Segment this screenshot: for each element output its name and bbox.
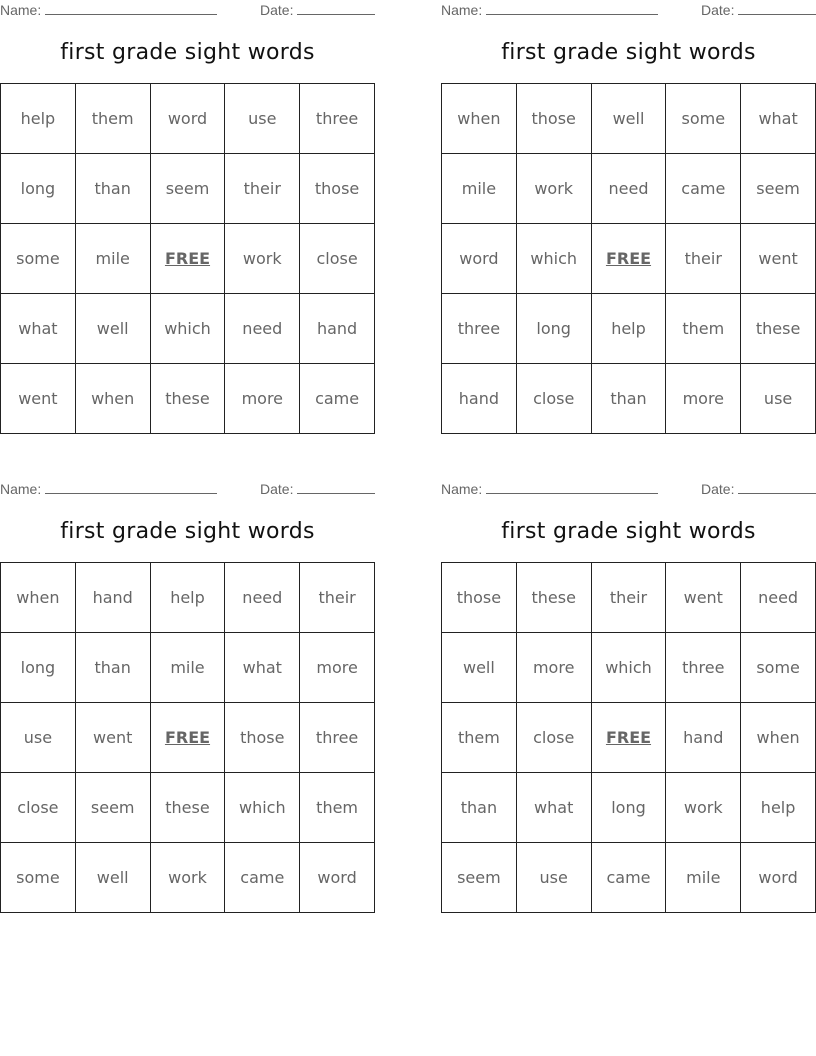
bingo-grid	[441, 562, 816, 913]
bingo-row	[1, 563, 375, 633]
card-title: first grade sight words	[60, 40, 315, 65]
word-cell: those	[300, 154, 375, 224]
word-cell: mile	[75, 224, 150, 294]
word-cell: them	[666, 294, 741, 364]
word-cell: these	[150, 364, 225, 434]
word-cell: their	[666, 224, 741, 294]
word-cell: work	[150, 843, 225, 913]
bingo-card	[441, 0, 816, 435]
word-cell: what	[225, 633, 300, 703]
word-cell: well	[75, 294, 150, 364]
word-cell: three	[666, 633, 741, 703]
name-field	[441, 2, 658, 18]
word-cell: seem	[442, 843, 517, 913]
word-cell: when	[442, 84, 517, 154]
card-title: first grade sight words	[501, 519, 756, 544]
word-cell: which	[516, 224, 591, 294]
card-header	[441, 2, 816, 20]
free-space-cell: FREE	[150, 224, 225, 294]
word-cell: came	[666, 154, 741, 224]
word-cell: which	[591, 633, 666, 703]
word-cell: use	[1, 703, 76, 773]
bingo-row	[442, 843, 816, 913]
word-cell: help	[741, 773, 816, 843]
word-cell: went	[741, 224, 816, 294]
word-cell: some	[1, 224, 76, 294]
word-cell: close	[1, 773, 76, 843]
word-cell: went	[75, 703, 150, 773]
bingo-row	[1, 294, 375, 364]
date-blank-line	[738, 2, 816, 15]
bingo-row	[1, 84, 375, 154]
date-blank-line	[738, 481, 816, 494]
word-cell: went	[666, 563, 741, 633]
card-header	[441, 481, 816, 499]
word-cell: long	[1, 633, 76, 703]
bingo-grid	[0, 83, 375, 434]
date-label: Date:	[260, 481, 294, 497]
word-cell: their	[300, 563, 375, 633]
word-cell: their	[225, 154, 300, 224]
word-cell: seem	[75, 773, 150, 843]
word-cell: long	[516, 294, 591, 364]
bingo-row	[1, 773, 375, 843]
date-label: Date:	[260, 2, 294, 18]
word-cell: well	[442, 633, 517, 703]
word-cell: close	[516, 703, 591, 773]
word-cell: mile	[442, 154, 517, 224]
word-cell: seem	[741, 154, 816, 224]
name-blank-line	[45, 481, 217, 494]
bingo-row	[442, 703, 816, 773]
bingo-card	[0, 0, 375, 435]
bingo-grid	[0, 562, 375, 913]
word-cell: word	[300, 843, 375, 913]
word-cell: their	[591, 563, 666, 633]
word-cell: three	[442, 294, 517, 364]
word-cell: which	[225, 773, 300, 843]
word-cell: three	[300, 84, 375, 154]
word-cell: when	[1, 563, 76, 633]
word-cell: hand	[442, 364, 517, 434]
word-cell: well	[75, 843, 150, 913]
free-space-cell: FREE	[591, 703, 666, 773]
word-cell: them	[300, 773, 375, 843]
word-cell: those	[442, 563, 517, 633]
word-cell: help	[150, 563, 225, 633]
name-blank-line	[486, 481, 658, 494]
word-cell: need	[591, 154, 666, 224]
date-blank-line	[297, 481, 375, 494]
word-cell: went	[1, 364, 76, 434]
word-cell: need	[741, 563, 816, 633]
word-cell: close	[516, 364, 591, 434]
date-label: Date:	[701, 2, 735, 18]
word-cell: hand	[666, 703, 741, 773]
word-cell: help	[1, 84, 76, 154]
word-cell: work	[225, 224, 300, 294]
bingo-row	[442, 224, 816, 294]
bingo-row	[442, 633, 816, 703]
free-space-cell: FREE	[150, 703, 225, 773]
word-cell: word	[741, 843, 816, 913]
word-cell: these	[516, 563, 591, 633]
word-cell: work	[666, 773, 741, 843]
word-cell: mile	[150, 633, 225, 703]
bingo-row	[1, 633, 375, 703]
word-cell: those	[225, 703, 300, 773]
bingo-row	[442, 773, 816, 843]
word-cell: need	[225, 563, 300, 633]
word-cell: some	[1, 843, 76, 913]
word-cell: more	[516, 633, 591, 703]
bingo-grid	[441, 83, 816, 434]
word-cell: help	[591, 294, 666, 364]
word-cell: them	[442, 703, 517, 773]
word-cell: than	[75, 633, 150, 703]
name-label: Name:	[0, 481, 42, 497]
bingo-card	[0, 479, 375, 914]
word-cell: than	[591, 364, 666, 434]
date-label: Date:	[701, 481, 735, 497]
name-field	[0, 2, 217, 18]
word-cell: when	[75, 364, 150, 434]
name-label: Name:	[441, 2, 483, 18]
word-cell: what	[741, 84, 816, 154]
bingo-row	[1, 843, 375, 913]
word-cell: use	[516, 843, 591, 913]
word-cell: what	[516, 773, 591, 843]
card-header	[0, 481, 375, 499]
bingo-row	[1, 154, 375, 224]
bingo-row	[1, 703, 375, 773]
word-cell: these	[741, 294, 816, 364]
word-cell: work	[516, 154, 591, 224]
word-cell: seem	[150, 154, 225, 224]
name-label: Name:	[441, 481, 483, 497]
name-label: Name:	[0, 2, 42, 18]
word-cell: close	[300, 224, 375, 294]
word-cell: what	[1, 294, 76, 364]
word-cell: when	[741, 703, 816, 773]
card-header	[0, 2, 375, 20]
word-cell: hand	[300, 294, 375, 364]
word-cell: came	[225, 843, 300, 913]
bingo-row	[442, 364, 816, 434]
word-cell: word	[150, 84, 225, 154]
word-cell: those	[516, 84, 591, 154]
free-space-cell: FREE	[591, 224, 666, 294]
bingo-row	[442, 563, 816, 633]
bingo-row	[1, 224, 375, 294]
word-cell: long	[591, 773, 666, 843]
date-field	[260, 481, 375, 497]
bingo-row	[1, 364, 375, 434]
word-cell: word	[442, 224, 517, 294]
word-cell: came	[300, 364, 375, 434]
word-cell: than	[442, 773, 517, 843]
date-blank-line	[297, 2, 375, 15]
word-cell: well	[591, 84, 666, 154]
word-cell: came	[591, 843, 666, 913]
word-cell: use	[225, 84, 300, 154]
word-cell: more	[300, 633, 375, 703]
word-cell: which	[150, 294, 225, 364]
word-cell: three	[300, 703, 375, 773]
bingo-row	[442, 294, 816, 364]
name-field	[441, 481, 658, 497]
word-cell: mile	[666, 843, 741, 913]
bingo-row	[442, 84, 816, 154]
name-field	[0, 481, 217, 497]
bingo-card	[441, 479, 816, 914]
name-blank-line	[486, 2, 658, 15]
card-title: first grade sight words	[60, 519, 315, 544]
card-title: first grade sight words	[501, 40, 756, 65]
word-cell: use	[741, 364, 816, 434]
date-field	[260, 2, 375, 18]
word-cell: more	[666, 364, 741, 434]
word-cell: these	[150, 773, 225, 843]
word-cell: than	[75, 154, 150, 224]
word-cell: some	[741, 633, 816, 703]
word-cell: more	[225, 364, 300, 434]
word-cell: long	[1, 154, 76, 224]
word-cell: some	[666, 84, 741, 154]
date-field	[701, 2, 816, 18]
name-blank-line	[45, 2, 217, 15]
bingo-row	[442, 154, 816, 224]
word-cell: hand	[75, 563, 150, 633]
word-cell: them	[75, 84, 150, 154]
word-cell: need	[225, 294, 300, 364]
date-field	[701, 481, 816, 497]
